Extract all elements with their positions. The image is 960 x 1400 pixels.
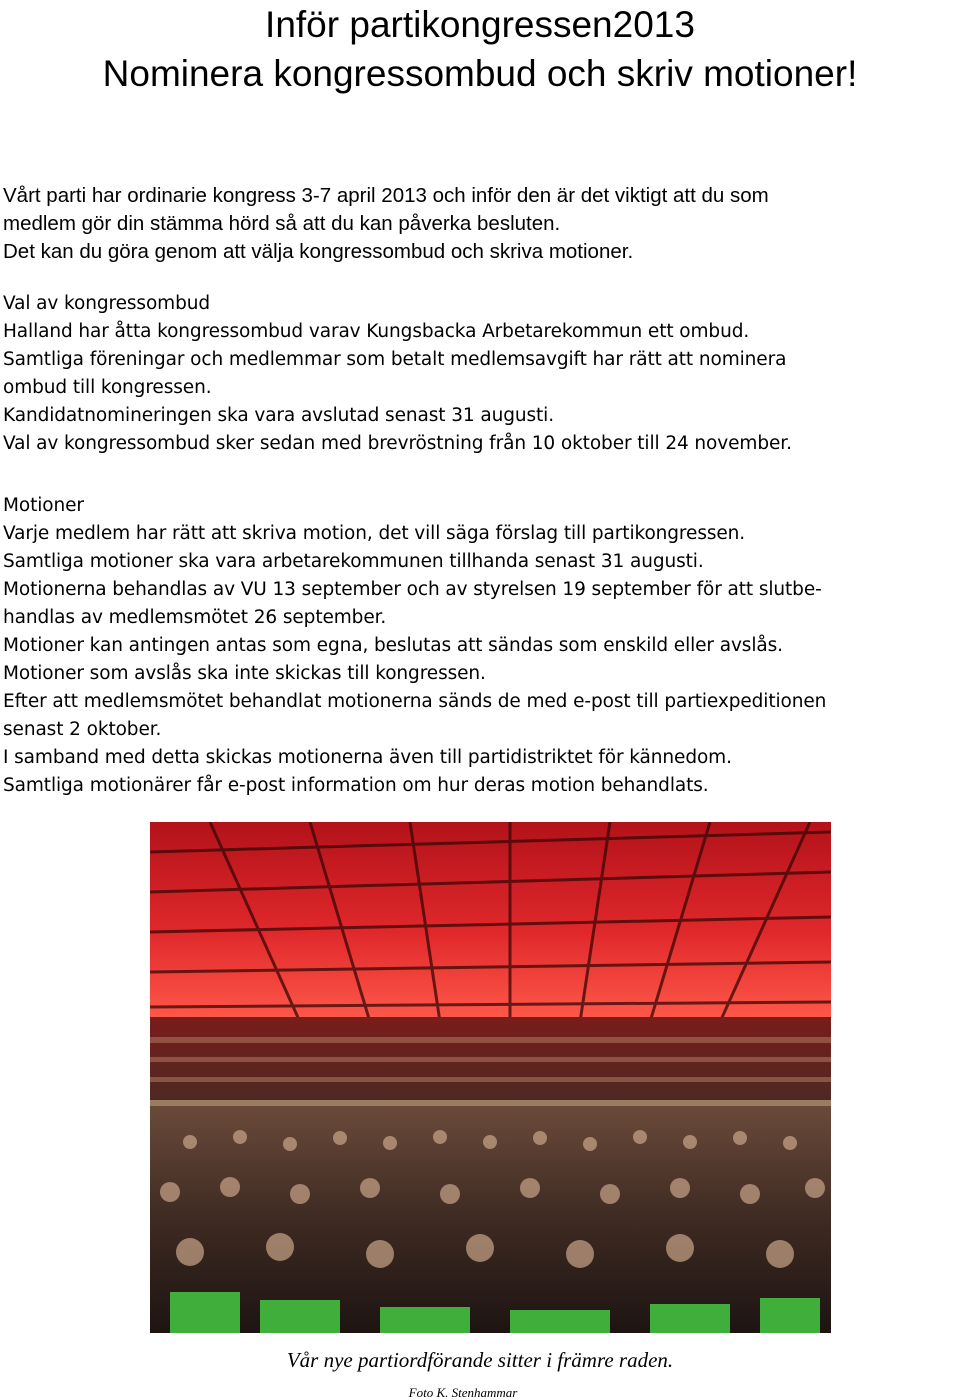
section-heading-motioner: Motioner (3, 495, 84, 516)
section-line: senast 2 oktober. (3, 719, 162, 740)
photo-caption: Vår nye partiordförande sitter i främre raden. (286, 1348, 674, 1372)
section-line: Motioner som avslås ska inte skickas till kongressen. (3, 663, 486, 684)
section-line: ombud till kongressen. (3, 377, 212, 398)
section-line: I samband med detta skickas motionerna även till partidistriktet för kännedom. (3, 747, 732, 768)
intro-line: Det kan du göra genom att välja kongressombud och skriva motioner. (3, 240, 634, 263)
section-line: Samtliga motioner ska vara arbetarekommunen tillhanda senast 31 augusti. (3, 551, 704, 572)
section-motioner (3, 492, 958, 800)
title-line-1: Inför partikongressen2013 (265, 4, 695, 45)
section-line: Halland har åtta kongressombud varav Kungsbacka Arbetarekommun ett ombud. (3, 321, 750, 342)
section-kongressombud (3, 290, 958, 458)
title-line-2: Nominera kongressombud och skriv motioner! (102, 53, 858, 94)
balcony-rail (150, 1100, 831, 1106)
section-line: Efter att medlemsmötet behandlat motionerna sänds de med e-post till partiexpeditionen (3, 691, 827, 712)
section-line: Samtliga motionärer får e-post information om hur deras motion behandlats. (3, 775, 709, 796)
section-line: handlas av medlemsmötet 26 september. (3, 607, 387, 628)
section-line: Samtliga föreningar och medlemmar som betalt medlemsavgift har rätt att nominera (3, 349, 787, 370)
intro-line: Vårt parti har ordinarie kongress 3-7 april 2013 och inför den är det viktigt att du som (3, 184, 769, 207)
congress-hall-photo (150, 822, 831, 1333)
section-heading-kongressombud: Val av kongressombud (3, 293, 210, 314)
section-line: Val av kongressombud sker sedan med brevröstning från 10 oktober till 24 november. (3, 433, 792, 454)
page-title (0, 0, 960, 98)
section-line: Motioner kan antingen antas som egna, beslutas att sändas som enskild eller avslås. (3, 635, 783, 656)
section-line: Varje medlem har rätt att skriva motion, det vill säga förslag till partikongressen. (3, 523, 746, 544)
section-line: Kandidatnomineringen ska vara avslutad senast 31 augusti. (3, 405, 554, 426)
section-line: Motionerna behandlas av VU 13 september och av styrelsen 19 september för att slutbe- (3, 579, 822, 600)
congress-hall-illustration (150, 822, 831, 1333)
photo-credit: Foto K. Stenhammar (408, 1385, 518, 1400)
intro-line: medlem gör din stämma hörd så att du kan påverka besluten. (3, 212, 561, 235)
ceiling (150, 822, 831, 1022)
intro-paragraph (3, 182, 953, 266)
